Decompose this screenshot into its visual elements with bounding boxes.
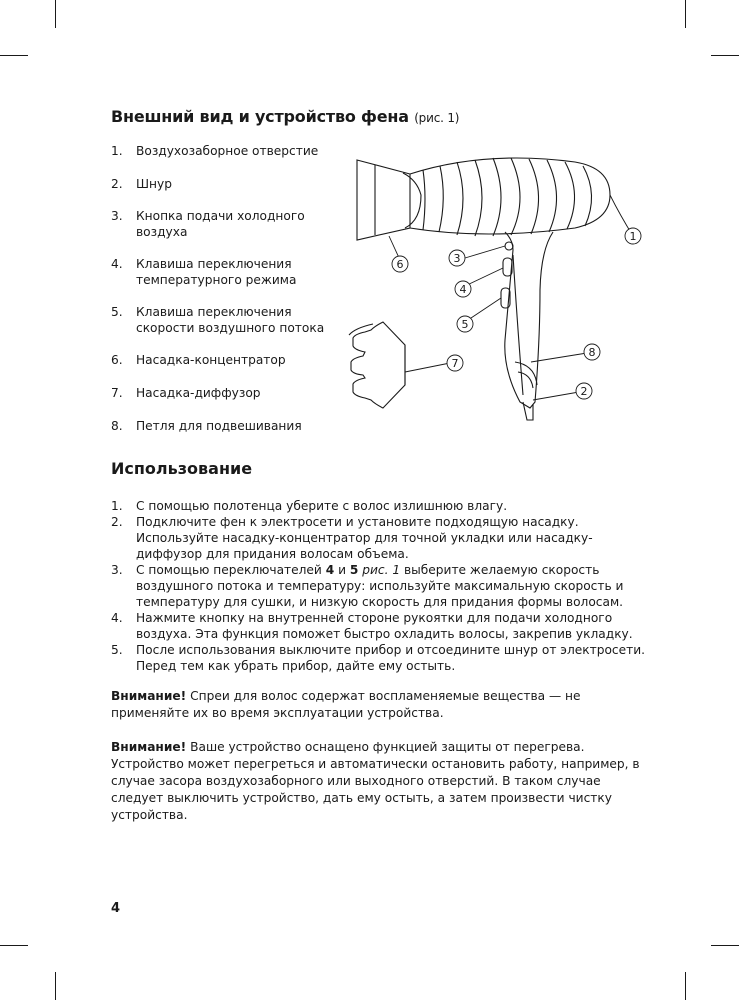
item-label: Шнур bbox=[136, 177, 172, 191]
crop-mark-top-right-v bbox=[685, 0, 686, 28]
item-number: 6. bbox=[111, 353, 123, 367]
warning-paragraph bbox=[111, 739, 651, 824]
list-item bbox=[111, 498, 651, 514]
step-text: С помощью полотенца уберите с волос излишнюю влагу. bbox=[136, 499, 508, 513]
callout-label: 5 bbox=[461, 318, 469, 331]
warning-text: Ваше устройство оснащено функцией защиты от перегрева. Устройство может перегреться и автоматически остановить работу, например, в случае засора воздухозаборного или выходного отверстий. В таком случае следует выключить устройство, дать ему остыть, а затем произвести чистку устройства. bbox=[111, 740, 640, 822]
crop-mark-bottom-right-v bbox=[685, 972, 686, 1000]
item-number: 8. bbox=[111, 419, 123, 433]
step-text-italic: рис. 1 bbox=[358, 563, 401, 577]
step-text: После использования выключите прибор и отсоедините шнур от электросети. Перед тем как убрать прибор, дайте ему остыть. bbox=[136, 643, 646, 673]
crop-mark-bottom-left-v bbox=[55, 972, 56, 1000]
item-label: Петля для подвешивания bbox=[136, 419, 302, 433]
callout-label: 1 bbox=[629, 230, 637, 243]
callout-label: 8 bbox=[588, 346, 596, 359]
callout-label: 7 bbox=[451, 357, 459, 370]
section-title-appearance bbox=[111, 107, 459, 126]
callout-label: 4 bbox=[459, 283, 467, 296]
list-item bbox=[111, 642, 651, 674]
item-number: 3. bbox=[111, 563, 123, 577]
step-text bbox=[136, 563, 623, 609]
callout-label: 6 bbox=[396, 258, 404, 271]
item-number: 1. bbox=[111, 499, 123, 513]
warning-text: Спреи для волос содержат воспламеняемые вещества — не применяйте их во время эксплуатации устройства. bbox=[111, 689, 581, 720]
step-text-part: С помощью переключателей bbox=[136, 563, 326, 577]
usage-steps bbox=[111, 498, 651, 674]
section-title-usage: Использование bbox=[111, 459, 253, 478]
crop-mark-top-right bbox=[711, 55, 739, 56]
item-label: Клавиша переключения температурного режима bbox=[136, 257, 297, 287]
item-number: 2. bbox=[111, 515, 123, 529]
item-number: 5. bbox=[111, 643, 123, 657]
item-number: 5. bbox=[111, 305, 123, 319]
step-text: Нажмите кнопку на внутренней стороне рукоятки для подачи холодного воздуха. Эта функция поможет быстро охладить волосы, закрепив укладку. bbox=[136, 611, 633, 641]
item-label: Насадка-концентратор bbox=[136, 353, 286, 367]
list-item bbox=[111, 514, 651, 562]
step-text-bold: 5 bbox=[349, 563, 359, 577]
item-label: Насадка-диффузор bbox=[136, 386, 261, 400]
item-number: 3. bbox=[111, 209, 123, 223]
step-text: Подключите фен к электросети и установите подходящую насадку. Используйте насадку-концентратор для точной укладки или насадку-диффузор для придания волосам объема. bbox=[136, 515, 593, 561]
item-number: 4. bbox=[111, 611, 123, 625]
step-text-part: выберите желаемую скорость воздушного потока и температуру: используйте максимальную скорость и температуру для сушки, и низкую скорость для придания формы волосам. bbox=[136, 563, 624, 609]
hair-dryer-figure bbox=[335, 140, 655, 425]
item-number: 4. bbox=[111, 257, 123, 271]
warning-label: Внимание! bbox=[111, 740, 187, 754]
section-title-text: Внешний вид и устройство фена bbox=[111, 107, 409, 126]
step-text-part: и bbox=[334, 563, 350, 577]
warning-paragraph bbox=[111, 688, 651, 722]
crop-mark-bottom-left bbox=[0, 945, 28, 946]
figure-reference: (рис. 1) bbox=[414, 111, 460, 125]
item-number: 2. bbox=[111, 177, 123, 191]
crop-mark-top-left bbox=[0, 55, 28, 56]
crop-mark-top-left-v bbox=[55, 0, 56, 28]
warning-label: Внимание! bbox=[111, 689, 187, 703]
item-number: 1. bbox=[111, 144, 123, 158]
step-text-bold: 4 bbox=[325, 563, 335, 577]
item-number: 7. bbox=[111, 386, 123, 400]
callout-label: 3 bbox=[453, 252, 461, 265]
page-number: 4 bbox=[111, 901, 121, 916]
list-item bbox=[111, 562, 651, 610]
item-label: Клавиша переключения скорости воздушного потока bbox=[136, 305, 325, 335]
item-label: Воздухозаборное отверстие bbox=[136, 144, 319, 158]
list-item bbox=[111, 610, 651, 642]
crop-mark-bottom-right bbox=[711, 945, 739, 946]
item-label: Кнопка подачи холодного воздуха bbox=[136, 209, 305, 239]
callout-label: 2 bbox=[580, 385, 588, 398]
